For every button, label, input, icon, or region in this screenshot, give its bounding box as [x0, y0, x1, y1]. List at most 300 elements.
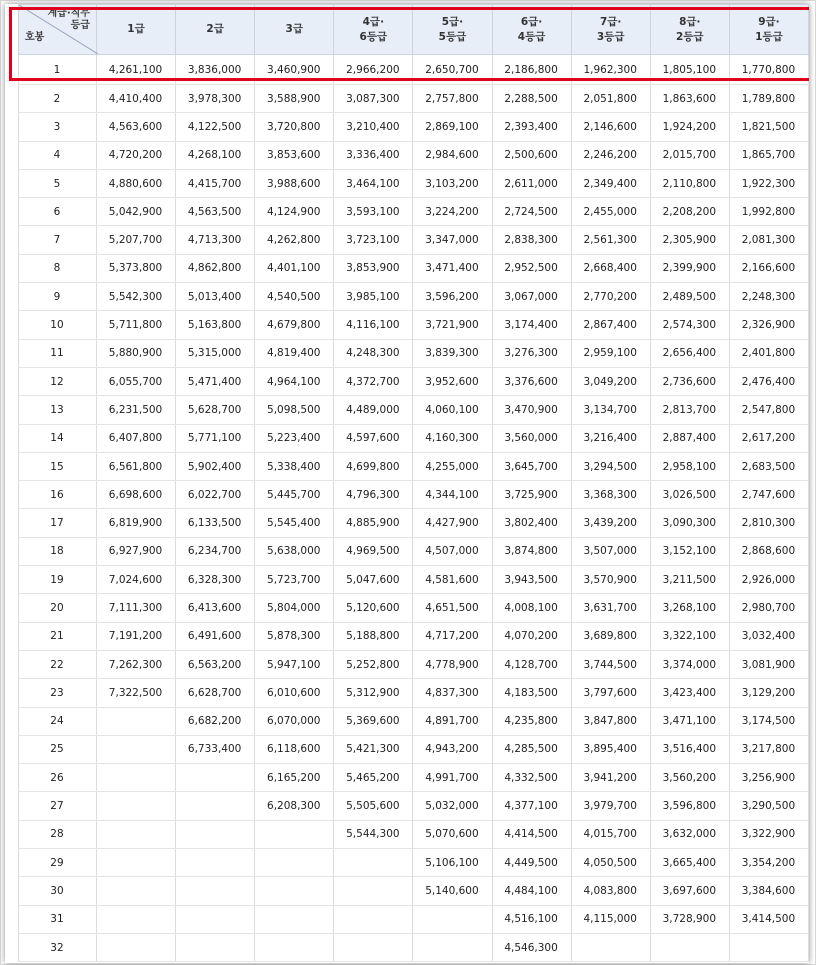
step-number-cell: 9 — [19, 283, 97, 311]
column-header-7 — [571, 5, 650, 55]
salary-cell: 2,561,300 — [571, 226, 650, 254]
salary-cell — [571, 933, 650, 961]
salary-cell: 2,146,600 — [571, 113, 650, 141]
salary-cell: 4,581,600 — [413, 566, 492, 594]
salary-cell: 7,024,600 — [96, 566, 175, 594]
salary-cell — [729, 933, 808, 961]
salary-cell: 3,596,800 — [650, 792, 729, 820]
salary-cell — [176, 877, 255, 905]
table-row — [19, 849, 809, 877]
column-header-line: 1급 — [127, 23, 145, 35]
salary-cell — [413, 933, 492, 961]
table-row — [19, 283, 809, 311]
salary-cell: 6,413,600 — [176, 594, 255, 622]
column-header-line: 2급 — [206, 23, 224, 35]
salary-cell: 3,460,900 — [255, 55, 334, 85]
table-row — [19, 311, 809, 339]
salary-cell — [96, 849, 175, 877]
salary-cell: 4,597,600 — [334, 424, 413, 452]
step-number-cell: 1 — [19, 55, 97, 85]
salary-cell: 3,588,900 — [255, 85, 334, 113]
salary-cell: 4,377,100 — [492, 792, 571, 820]
salary-cell: 3,471,400 — [413, 254, 492, 282]
salary-cell: 2,736,600 — [650, 367, 729, 395]
table-row — [19, 226, 809, 254]
salary-cell: 4,235,800 — [492, 707, 571, 735]
salary-cell: 1,805,100 — [650, 55, 729, 85]
salary-cell: 5,445,700 — [255, 481, 334, 509]
salary-cell: 4,415,700 — [176, 169, 255, 197]
salary-cell: 1,992,800 — [729, 198, 808, 226]
salary-cell: 1,924,200 — [650, 113, 729, 141]
salary-cell: 5,140,600 — [413, 877, 492, 905]
salary-cell: 3,744,500 — [571, 650, 650, 678]
salary-cell: 4,679,800 — [255, 311, 334, 339]
salary-cell: 3,895,400 — [571, 735, 650, 763]
salary-cell: 6,165,200 — [255, 764, 334, 792]
salary-cell: 3,384,600 — [729, 877, 808, 905]
salary-cell: 3,217,800 — [729, 735, 808, 763]
salary-cell: 2,051,800 — [571, 85, 650, 113]
table-row — [19, 622, 809, 650]
step-number-cell: 32 — [19, 933, 97, 961]
salary-cell: 6,407,800 — [96, 424, 175, 452]
step-number-cell: 4 — [19, 141, 97, 169]
salary-cell: 4,507,000 — [413, 537, 492, 565]
salary-cell: 5,188,800 — [334, 622, 413, 650]
table-row — [19, 452, 809, 480]
column-header-4 — [334, 5, 413, 55]
step-number-cell: 28 — [19, 820, 97, 848]
salary-cell — [176, 820, 255, 848]
step-number-cell: 30 — [19, 877, 97, 905]
salary-cell: 3,216,400 — [571, 424, 650, 452]
salary-cell: 4,862,800 — [176, 254, 255, 282]
salary-cell — [96, 933, 175, 961]
salary-cell: 5,421,300 — [334, 735, 413, 763]
table-row — [19, 198, 809, 226]
salary-cell: 4,255,000 — [413, 452, 492, 480]
step-number-cell: 18 — [19, 537, 97, 565]
column-header-line: 9급· — [758, 15, 780, 28]
salary-cell: 2,656,400 — [650, 339, 729, 367]
salary-cell: 4,837,300 — [413, 679, 492, 707]
salary-cell: 5,902,400 — [176, 452, 255, 480]
salary-cell: 7,111,300 — [96, 594, 175, 622]
salary-cell: 5,878,300 — [255, 622, 334, 650]
salary-cell: 2,869,100 — [413, 113, 492, 141]
salary-cell: 4,546,300 — [492, 933, 571, 961]
salary-cell: 7,322,500 — [96, 679, 175, 707]
salary-cell: 4,880,600 — [96, 169, 175, 197]
salary-cell — [176, 849, 255, 877]
salary-cell: 1,821,500 — [729, 113, 808, 141]
salary-cell: 2,401,800 — [729, 339, 808, 367]
salary-cell: 3,697,600 — [650, 877, 729, 905]
step-number-cell: 2 — [19, 85, 97, 113]
salary-cell: 4,008,100 — [492, 594, 571, 622]
salary-cell: 6,010,600 — [255, 679, 334, 707]
salary-cell: 4,124,900 — [255, 198, 334, 226]
salary-cell: 4,449,500 — [492, 849, 571, 877]
salary-cell: 3,256,900 — [729, 764, 808, 792]
table-row — [19, 481, 809, 509]
column-header-line: 2등급 — [675, 30, 704, 43]
salary-cell: 6,055,700 — [96, 367, 175, 395]
salary-cell: 6,819,900 — [96, 509, 175, 537]
salary-cell: 2,110,800 — [650, 169, 729, 197]
salary-cell: 2,668,400 — [571, 254, 650, 282]
column-header-6 — [492, 5, 571, 55]
table-body — [19, 55, 809, 962]
salary-cell: 4,372,700 — [334, 367, 413, 395]
salary-cell: 4,083,800 — [571, 877, 650, 905]
salary-cell: 4,414,500 — [492, 820, 571, 848]
salary-cell: 4,285,500 — [492, 735, 571, 763]
column-header-line: 5급· — [441, 15, 464, 28]
salary-cell: 5,312,900 — [334, 679, 413, 707]
salary-cell: 3,090,300 — [650, 509, 729, 537]
salary-cell: 3,721,900 — [413, 311, 492, 339]
salary-cell: 3,368,300 — [571, 481, 650, 509]
salary-cell: 4,885,900 — [334, 509, 413, 537]
salary-cell: 2,015,700 — [650, 141, 729, 169]
step-number-cell: 24 — [19, 707, 97, 735]
column-header-1 — [96, 5, 175, 55]
salary-cell: 4,115,000 — [571, 905, 650, 933]
table-row — [19, 339, 809, 367]
step-number-cell: 15 — [19, 452, 97, 480]
salary-cell: 3,725,900 — [492, 481, 571, 509]
salary-cell: 3,081,900 — [729, 650, 808, 678]
salary-cell: 5,880,900 — [96, 339, 175, 367]
salary-cell: 2,838,300 — [492, 226, 571, 254]
salary-cell: 6,328,300 — [176, 566, 255, 594]
table-row — [19, 509, 809, 537]
salary-cell: 4,122,500 — [176, 113, 255, 141]
step-number-cell: 25 — [19, 735, 97, 763]
salary-cell: 5,369,600 — [334, 707, 413, 735]
salary-cell: 2,476,400 — [729, 367, 808, 395]
salary-cell: 3,376,600 — [492, 367, 571, 395]
table-row — [19, 792, 809, 820]
salary-cell: 5,120,600 — [334, 594, 413, 622]
salary-cell: 2,617,200 — [729, 424, 808, 452]
column-header-line: 3급 — [285, 23, 303, 35]
salary-cell: 4,563,600 — [96, 113, 175, 141]
salary-cell: 5,252,800 — [334, 650, 413, 678]
salary-cell: 4,268,100 — [176, 141, 255, 169]
salary-cell: 4,116,100 — [334, 311, 413, 339]
salary-cell — [96, 820, 175, 848]
salary-cell: 5,542,300 — [96, 283, 175, 311]
salary-cell: 5,223,400 — [255, 424, 334, 452]
salary-cell: 2,248,300 — [729, 283, 808, 311]
table-row — [19, 820, 809, 848]
salary-cell: 2,868,600 — [729, 537, 808, 565]
column-header-2 — [176, 5, 255, 55]
salary-cell: 6,118,600 — [255, 735, 334, 763]
salary-cell — [334, 849, 413, 877]
header-row — [19, 5, 809, 55]
salary-cell: 3,516,400 — [650, 735, 729, 763]
table-row — [19, 735, 809, 763]
salary-cell: 3,470,900 — [492, 396, 571, 424]
salary-cell: 2,683,500 — [729, 452, 808, 480]
salary-cell: 2,399,900 — [650, 254, 729, 282]
salary-cell: 2,326,900 — [729, 311, 808, 339]
salary-cell: 2,984,600 — [413, 141, 492, 169]
step-number-cell: 26 — [19, 764, 97, 792]
salary-cell: 3,941,200 — [571, 764, 650, 792]
salary-cell: 5,106,100 — [413, 849, 492, 877]
salary-cell: 5,013,400 — [176, 283, 255, 311]
salary-cell: 3,802,400 — [492, 509, 571, 537]
salary-cell: 3,049,200 — [571, 367, 650, 395]
step-number-cell: 13 — [19, 396, 97, 424]
salary-cell: 4,489,000 — [334, 396, 413, 424]
salary-cell: 4,262,800 — [255, 226, 334, 254]
salary-cell: 6,733,400 — [176, 735, 255, 763]
salary-cell: 2,966,200 — [334, 55, 413, 85]
salary-cell: 3,853,900 — [334, 254, 413, 282]
salary-cell: 5,544,300 — [334, 820, 413, 848]
salary-cell — [176, 764, 255, 792]
salary-cell: 2,724,500 — [492, 198, 571, 226]
salary-cell: 3,103,200 — [413, 169, 492, 197]
corner-step-label: 호봉 — [25, 32, 45, 43]
salary-cell — [334, 933, 413, 961]
salary-cell: 2,980,700 — [729, 594, 808, 622]
salary-cell: 2,246,200 — [571, 141, 650, 169]
table-row — [19, 396, 809, 424]
step-number-cell: 29 — [19, 849, 97, 877]
salary-cell: 6,563,200 — [176, 650, 255, 678]
salary-cell: 2,611,000 — [492, 169, 571, 197]
salary-cell: 4,070,200 — [492, 622, 571, 650]
salary-table-page — [5, 4, 809, 963]
salary-cell: 4,964,100 — [255, 367, 334, 395]
salary-cell: 4,410,400 — [96, 85, 175, 113]
corner-grade-line2: 등급 — [70, 20, 90, 31]
salary-cell: 4,540,500 — [255, 283, 334, 311]
salary-cell: 2,081,300 — [729, 226, 808, 254]
salary-cell: 3,032,400 — [729, 622, 808, 650]
salary-cell: 3,836,000 — [176, 55, 255, 85]
salary-cell: 4,183,500 — [492, 679, 571, 707]
salary-cell: 3,874,800 — [492, 537, 571, 565]
salary-cell: 3,439,200 — [571, 509, 650, 537]
step-number-cell: 3 — [19, 113, 97, 141]
salary-cell: 2,393,400 — [492, 113, 571, 141]
salary-cell: 3,689,800 — [571, 622, 650, 650]
salary-cell: 3,631,700 — [571, 594, 650, 622]
salary-cell: 5,047,600 — [334, 566, 413, 594]
salary-cell: 5,070,600 — [413, 820, 492, 848]
salary-cell — [255, 905, 334, 933]
step-number-cell: 12 — [19, 367, 97, 395]
salary-cell: 5,638,000 — [255, 537, 334, 565]
salary-cell: 3,026,500 — [650, 481, 729, 509]
salary-cell — [255, 849, 334, 877]
step-number-cell: 17 — [19, 509, 97, 537]
column-header-line: 6등급 — [359, 30, 388, 43]
salary-cell — [650, 933, 729, 961]
salary-cell: 3,152,100 — [650, 537, 729, 565]
salary-cell: 3,210,400 — [334, 113, 413, 141]
salary-cell — [255, 820, 334, 848]
table-row — [19, 141, 809, 169]
table-row — [19, 424, 809, 452]
salary-cell: 3,211,500 — [650, 566, 729, 594]
salary-cell: 5,545,400 — [255, 509, 334, 537]
salary-cell: 5,207,700 — [96, 226, 175, 254]
salary-cell: 5,098,500 — [255, 396, 334, 424]
salary-cell: 3,943,500 — [492, 566, 571, 594]
salary-cell: 6,698,600 — [96, 481, 175, 509]
salary-cell: 3,979,700 — [571, 792, 650, 820]
salary-cell: 7,191,200 — [96, 622, 175, 650]
salary-cell: 3,723,100 — [334, 226, 413, 254]
salary-cell: 3,067,000 — [492, 283, 571, 311]
salary-cell: 5,771,100 — [176, 424, 255, 452]
salary-cell: 3,322,100 — [650, 622, 729, 650]
salary-cell: 4,713,300 — [176, 226, 255, 254]
salary-cell: 4,969,500 — [334, 537, 413, 565]
step-number-cell: 8 — [19, 254, 97, 282]
table-row — [19, 650, 809, 678]
salary-cell: 2,650,700 — [413, 55, 492, 85]
salary-cell: 4,717,200 — [413, 622, 492, 650]
salary-cell: 3,224,200 — [413, 198, 492, 226]
table-row — [19, 877, 809, 905]
salary-cell: 5,723,700 — [255, 566, 334, 594]
salary-cell: 3,847,800 — [571, 707, 650, 735]
salary-cell: 3,645,700 — [492, 452, 571, 480]
table-row — [19, 537, 809, 565]
salary-cell: 2,288,500 — [492, 85, 571, 113]
column-header-line: 7급· — [599, 15, 622, 28]
salary-cell: 2,810,300 — [729, 509, 808, 537]
salary-cell: 4,427,900 — [413, 509, 492, 537]
column-header-line: 4급· — [362, 15, 385, 28]
corner-grade-label — [48, 8, 90, 32]
step-number-cell: 31 — [19, 905, 97, 933]
salary-cell: 2,959,100 — [571, 339, 650, 367]
salary-cell: 2,208,200 — [650, 198, 729, 226]
salary-cell: 4,563,500 — [176, 198, 255, 226]
step-number-cell: 6 — [19, 198, 97, 226]
salary-cell — [96, 792, 175, 820]
salary-cell: 1,789,800 — [729, 85, 808, 113]
salary-cell: 6,682,200 — [176, 707, 255, 735]
salary-cell — [255, 877, 334, 905]
salary-cell: 3,596,200 — [413, 283, 492, 311]
salary-cell: 5,804,000 — [255, 594, 334, 622]
salary-cell: 3,290,500 — [729, 792, 808, 820]
table-row — [19, 905, 809, 933]
step-number-cell: 14 — [19, 424, 97, 452]
salary-cell: 3,087,300 — [334, 85, 413, 113]
salary-cell: 3,570,900 — [571, 566, 650, 594]
salary-cell: 5,042,900 — [96, 198, 175, 226]
salary-cell: 2,186,800 — [492, 55, 571, 85]
salary-cell: 6,070,000 — [255, 707, 334, 735]
salary-cell: 3,347,000 — [413, 226, 492, 254]
salary-cell — [255, 933, 334, 961]
step-number-cell: 22 — [19, 650, 97, 678]
salary-cell: 5,373,800 — [96, 254, 175, 282]
salary-cell: 6,133,500 — [176, 509, 255, 537]
salary-cell: 4,720,200 — [96, 141, 175, 169]
salary-cell: 3,988,600 — [255, 169, 334, 197]
step-number-cell: 11 — [19, 339, 97, 367]
column-header-line: 8급· — [679, 15, 701, 28]
salary-cell: 3,268,100 — [650, 594, 729, 622]
salary-cell: 2,500,600 — [492, 141, 571, 169]
salary-cell — [96, 707, 175, 735]
salary-cell: 1,865,700 — [729, 141, 808, 169]
salary-cell: 3,507,000 — [571, 537, 650, 565]
salary-cell: 2,166,600 — [729, 254, 808, 282]
step-number-cell: 20 — [19, 594, 97, 622]
salary-cell: 3,134,700 — [571, 396, 650, 424]
salary-table — [18, 4, 809, 962]
salary-cell: 3,129,200 — [729, 679, 808, 707]
salary-cell: 3,354,200 — [729, 849, 808, 877]
corner-grade-line1: 계급·직무 — [47, 8, 90, 19]
salary-cell: 2,455,000 — [571, 198, 650, 226]
column-header-line: 4등급 — [517, 30, 546, 43]
table-row — [19, 55, 809, 85]
salary-cell: 2,747,600 — [729, 481, 808, 509]
salary-cell: 3,414,500 — [729, 905, 808, 933]
salary-cell — [176, 933, 255, 961]
salary-cell: 3,423,400 — [650, 679, 729, 707]
salary-cell: 3,560,200 — [650, 764, 729, 792]
table-row — [19, 85, 809, 113]
salary-cell: 6,628,700 — [176, 679, 255, 707]
salary-cell: 6,208,300 — [255, 792, 334, 820]
salary-cell: 5,471,400 — [176, 367, 255, 395]
salary-cell: 1,770,800 — [729, 55, 808, 85]
salary-cell: 4,344,100 — [413, 481, 492, 509]
salary-cell: 3,853,600 — [255, 141, 334, 169]
salary-cell: 4,991,700 — [413, 764, 492, 792]
salary-cell — [176, 792, 255, 820]
column-header-8 — [650, 5, 729, 55]
step-number-cell: 23 — [19, 679, 97, 707]
salary-cell: 5,465,200 — [334, 764, 413, 792]
salary-cell: 4,891,700 — [413, 707, 492, 735]
salary-cell: 4,651,500 — [413, 594, 492, 622]
salary-cell: 3,471,100 — [650, 707, 729, 735]
salary-cell: 2,926,000 — [729, 566, 808, 594]
table-row — [19, 594, 809, 622]
step-number-cell: 5 — [19, 169, 97, 197]
table-row — [19, 764, 809, 792]
step-number-cell: 16 — [19, 481, 97, 509]
salary-cell: 4,516,100 — [492, 905, 571, 933]
salary-cell: 7,262,300 — [96, 650, 175, 678]
step-number-cell: 21 — [19, 622, 97, 650]
salary-cell: 4,060,100 — [413, 396, 492, 424]
salary-cell: 4,015,700 — [571, 820, 650, 848]
salary-cell: 4,248,300 — [334, 339, 413, 367]
salary-cell: 2,887,400 — [650, 424, 729, 452]
salary-cell: 3,839,300 — [413, 339, 492, 367]
salary-cell — [96, 905, 175, 933]
